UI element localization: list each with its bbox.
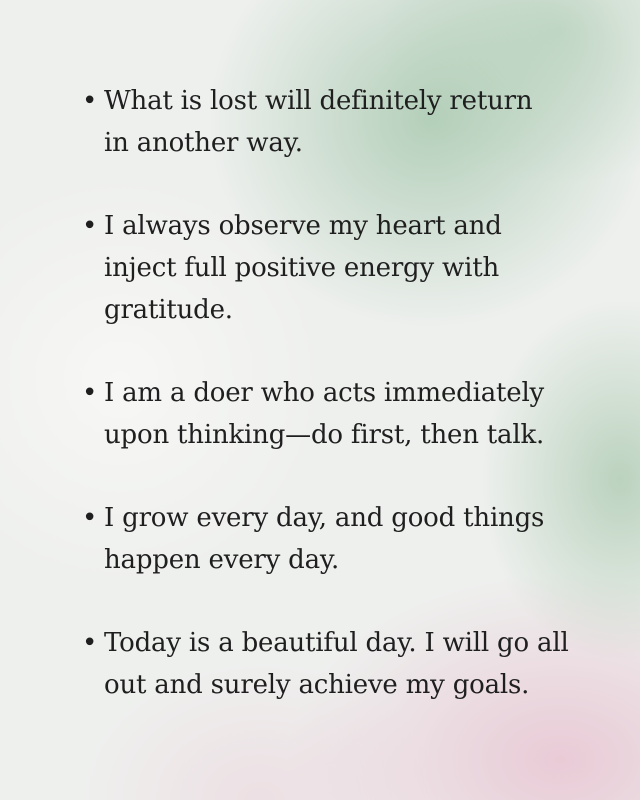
bullet-point-icon: • xyxy=(82,503,98,533)
affirmation-line: What is lost will definitely return xyxy=(104,86,533,116)
affirmation-line: out and surely achieve my goals. xyxy=(104,670,530,700)
affirmation-list xyxy=(82,80,602,706)
affirmation-line: I am a doer who acts immediately xyxy=(104,378,545,408)
affirmation-line: inject full positive energy with xyxy=(104,253,500,283)
bullet-point-icon: • xyxy=(82,211,98,241)
affirmation-line: I grow every day, and good things xyxy=(104,503,545,533)
bullet-point-icon: • xyxy=(82,86,98,116)
affirmation-line: I always observe my heart and xyxy=(104,211,502,241)
affirmation-item xyxy=(82,372,602,456)
affirmation-item xyxy=(82,205,602,331)
bullet-point-icon: • xyxy=(82,628,98,658)
affirmation-item xyxy=(82,80,602,164)
affirmation-line: gratitude. xyxy=(104,295,233,325)
affirmation-line: happen every day. xyxy=(104,545,340,575)
affirmation-item xyxy=(82,497,602,581)
affirmation-line: in another way. xyxy=(104,128,303,158)
affirmation-line: Today is a beautiful day. I will go all xyxy=(104,628,569,658)
affirmation-line: upon thinking—do first, then talk. xyxy=(104,420,545,450)
affirmation-item xyxy=(82,622,602,706)
bullet-point-icon: • xyxy=(82,378,98,408)
